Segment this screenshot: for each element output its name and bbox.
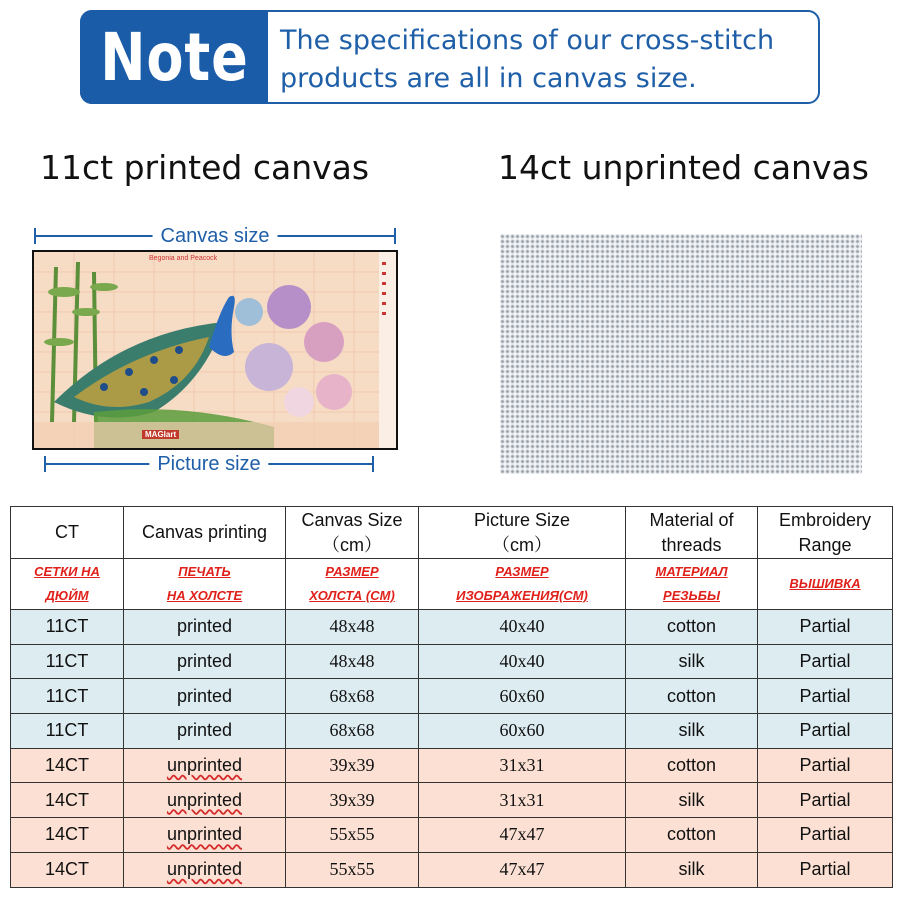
cell-material: cotton <box>626 748 758 783</box>
note-badge-label: Note <box>99 18 249 96</box>
artwork-title: Begonia and Peacock <box>149 255 218 262</box>
cell-ct: 14CT <box>11 783 124 818</box>
cell-picture-size: 60x60 <box>419 714 626 749</box>
header-embroidery-range: Embroidery Range <box>758 507 893 559</box>
canvas-size-label: Canvas size <box>153 223 278 249</box>
cell-printing: unprinted <box>124 783 286 818</box>
picture-size-measure <box>44 451 374 477</box>
cell-picture-size: 47x47 <box>419 818 626 853</box>
cell-canvas-size: 48x48 <box>286 644 419 679</box>
cell-canvas-size: 68x68 <box>286 714 419 749</box>
table-row <box>11 783 893 818</box>
cell-material: silk <box>626 714 758 749</box>
cell-picture-size: 60x60 <box>419 679 626 714</box>
header-ru-canvas-size: РАЗМЕР ХОЛСТА (СМ) <box>286 559 419 610</box>
cell-ct: 11CT <box>11 610 124 645</box>
cell-picture-size: 40x40 <box>419 644 626 679</box>
cell-canvas-size: 68x68 <box>286 679 419 714</box>
cell-printing: printed <box>124 714 286 749</box>
cell-material: cotton <box>626 818 758 853</box>
cell-range: Partial <box>758 852 893 887</box>
cell-printing: unprinted <box>124 852 286 887</box>
table-row <box>11 852 893 887</box>
picture-size-label: Picture size <box>149 451 268 477</box>
canvas-size-measure <box>34 223 396 249</box>
note-text: The specifications of our cross-stitch products are all in canvas size. <box>280 25 775 94</box>
header-ru-material: МАТЕРИАЛ РЕЗЬБЫ <box>626 559 758 610</box>
cell-printing: printed <box>124 610 286 645</box>
unprinted-canvas-image <box>500 234 862 474</box>
table-row <box>11 714 893 749</box>
cell-range: Partial <box>758 610 893 645</box>
peacock-artwork <box>34 252 396 448</box>
brand-logo: MAGIart <box>142 430 179 439</box>
unprinted-canvas-heading: 14ct unprinted canvas <box>498 148 869 187</box>
cell-range: Partial <box>758 679 893 714</box>
cell-printing: unprinted <box>124 818 286 853</box>
cell-material: cotton <box>626 610 758 645</box>
header-ct: CT <box>11 507 124 559</box>
table-row <box>11 644 893 679</box>
printed-canvas-heading: 11ct printed canvas <box>40 148 370 187</box>
cell-ct: 11CT <box>11 714 124 749</box>
cell-range: Partial <box>758 818 893 853</box>
table-header-row <box>11 507 893 559</box>
cell-material: silk <box>626 644 758 679</box>
header-canvas-printing: Canvas printing <box>124 507 286 559</box>
cell-canvas-size: 39x39 <box>286 748 419 783</box>
cell-range: Partial <box>758 644 893 679</box>
table-header-russian-row <box>11 559 893 610</box>
header-ru-picture-size: РАЗМЕР ИЗОБРАЖЕНИЯ(СМ) <box>419 559 626 610</box>
cell-picture-size: 47x47 <box>419 852 626 887</box>
cell-canvas-size: 48x48 <box>286 610 419 645</box>
cell-printing: printed <box>124 679 286 714</box>
cell-material: cotton <box>626 679 758 714</box>
header-ru-ct: СЕТКИ НА ДЮЙМ <box>11 559 124 610</box>
cell-ct: 11CT <box>11 679 124 714</box>
table-row <box>11 679 893 714</box>
cell-ct: 14CT <box>11 748 124 783</box>
cell-canvas-size: 55x55 <box>286 852 419 887</box>
table-row <box>11 610 893 645</box>
cell-picture-size: 40x40 <box>419 610 626 645</box>
cell-ct: 11CT <box>11 644 124 679</box>
header-canvas-size: Canvas Size （cm） <box>286 507 419 559</box>
cell-range: Partial <box>758 714 893 749</box>
spec-table <box>10 506 893 888</box>
cell-range: Partial <box>758 783 893 818</box>
header-ru-embroidery: ВЫШИВКА <box>758 559 893 610</box>
header-picture-size: Picture Size （cm） <box>419 507 626 559</box>
header-material: Material of threads <box>626 507 758 559</box>
cell-material: silk <box>626 783 758 818</box>
cell-material: silk <box>626 852 758 887</box>
cell-ct: 14CT <box>11 852 124 887</box>
printed-canvas-image <box>32 250 398 450</box>
note-badge <box>80 10 268 104</box>
header-ru-printing: ПЕЧАТЬ НА ХОЛСТЕ <box>124 559 286 610</box>
cell-printing: unprinted <box>124 748 286 783</box>
cell-picture-size: 31x31 <box>419 748 626 783</box>
cell-range: Partial <box>758 748 893 783</box>
cell-canvas-size: 39x39 <box>286 783 419 818</box>
table-row <box>11 818 893 853</box>
cell-ct: 14CT <box>11 818 124 853</box>
cell-picture-size: 31x31 <box>419 783 626 818</box>
cell-canvas-size: 55x55 <box>286 818 419 853</box>
table-row <box>11 748 893 783</box>
note-banner <box>80 10 820 104</box>
cell-printing: printed <box>124 644 286 679</box>
